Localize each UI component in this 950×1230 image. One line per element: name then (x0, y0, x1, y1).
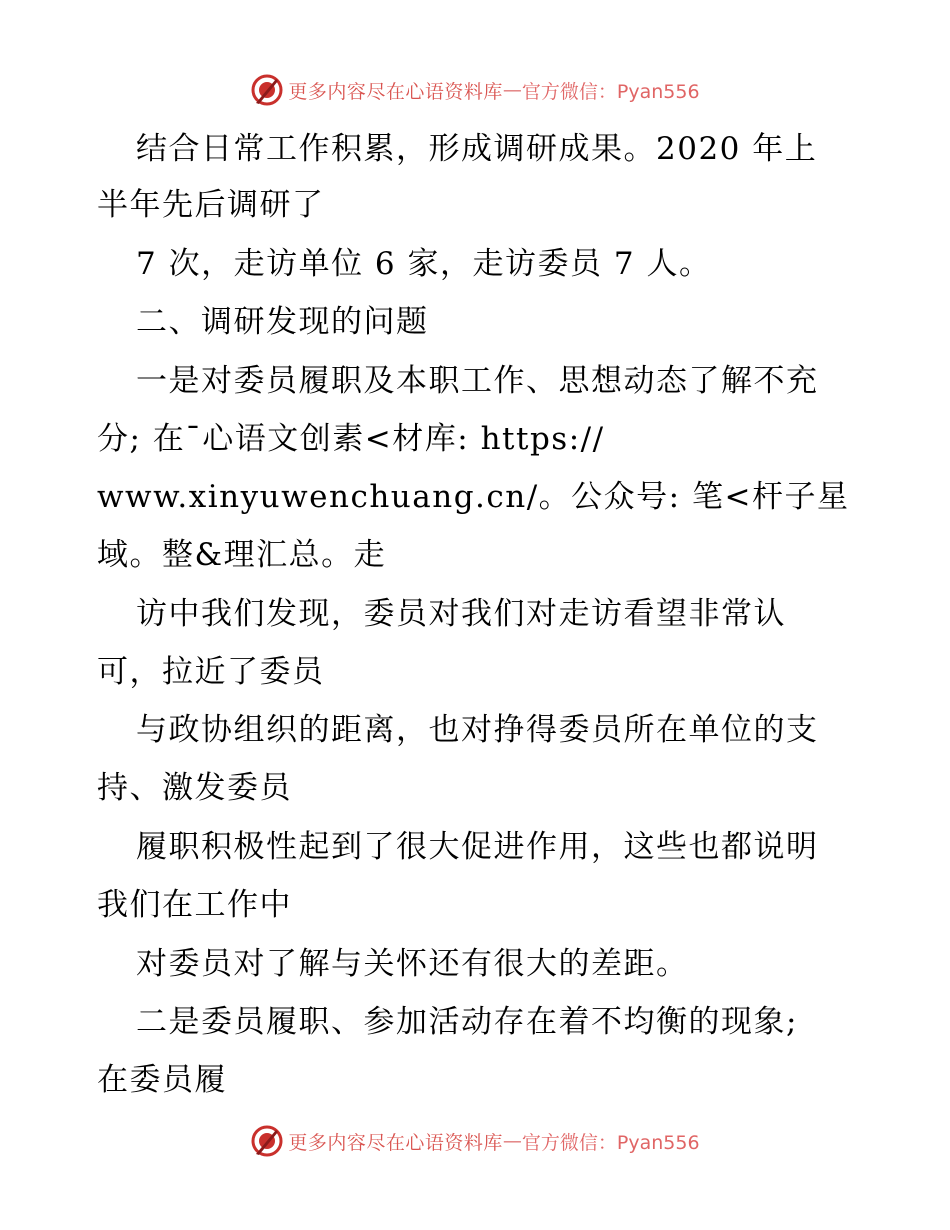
text-line: 域。整&理汇总。走 (97, 537, 387, 573)
text-line: 结合日常工作积累，形成调研成果。2020 年上 (136, 131, 818, 167)
watermark-separator: — (502, 1130, 522, 1152)
watermark-text: 更多内容尽在心语资料库 (288, 1131, 503, 1154)
text-line: 履职积极性起到了很大促进作用，这些也都说明 (136, 829, 819, 865)
text-line: 一是对委员履职及本职工作、思想动态了解不充 (136, 363, 819, 399)
text-line: 对委员对了解与关怀还有很大的差距。 (136, 946, 689, 982)
text-line: 访中我们发现，委员对我们对走访看望非常认 (136, 596, 786, 632)
watermark-contact: 官方微信：Pyan556 (521, 1131, 700, 1154)
text-line: 7 次，走访单位 6 家，走访委员 7 人。 (136, 246, 712, 282)
footer-watermark (0, 1121, 950, 1161)
text-line: www.xinyuwenchuang.cn/。公众号: 笔<杆子星 (97, 479, 850, 515)
text-line: 分; 在¯心语文创素<材库: https:// (97, 421, 605, 457)
watermark-contact: 官方微信：Pyan556 (521, 80, 700, 103)
watermark-text: 更多内容尽在心语资料库 (288, 80, 503, 103)
text-line: 二是委员履职、参加活动存在着不均衡的现象; (136, 1004, 798, 1040)
text-line: 半年先后调研了 (97, 187, 325, 223)
text-line: 可，拉近了委员 (97, 654, 325, 690)
text-line: 我们在工作中 (97, 887, 292, 923)
text-line: 在委员履 (97, 1062, 227, 1098)
quill-seal-icon (250, 1124, 284, 1158)
watermark-separator: — (502, 79, 522, 101)
text-line: 持、激发委员 (97, 770, 292, 806)
text-line: 与政协组织的距离，也对挣得委员所在单位的支 (136, 712, 819, 748)
section-heading: 二、调研发现的问题 (136, 304, 429, 340)
